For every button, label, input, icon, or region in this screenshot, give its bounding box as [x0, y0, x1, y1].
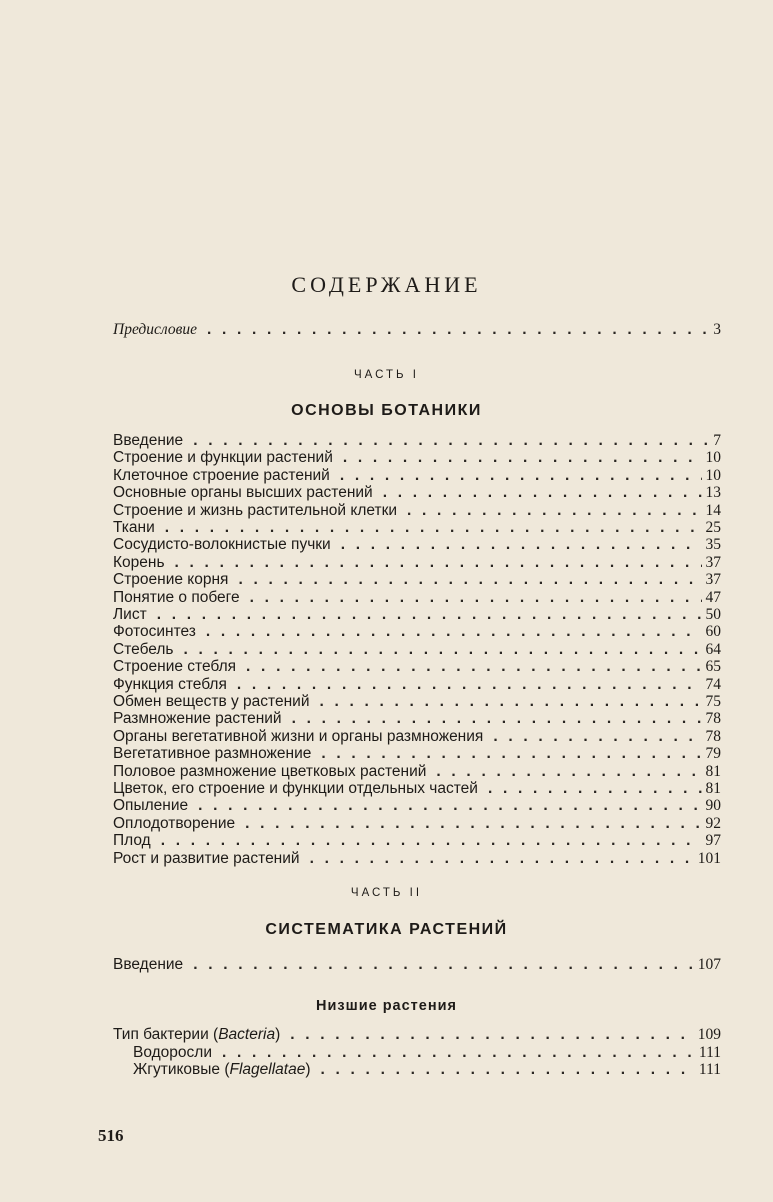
- toc-entry-page: 13: [705, 484, 721, 502]
- dot-leader: [383, 484, 702, 502]
- toc-entry-title: Тип бактерии (: [113, 1026, 219, 1043]
- dot-leader: [340, 467, 702, 485]
- toc-entry[interactable]: [113, 623, 721, 641]
- dot-leader: [206, 623, 702, 641]
- dot-leader: [321, 745, 701, 763]
- dot-leader: [193, 432, 709, 450]
- toc-entry[interactable]: [113, 832, 721, 850]
- toc-entry-page: 64: [705, 640, 721, 658]
- toc-entry-label: [133, 1044, 212, 1062]
- toc-entry-label: [113, 780, 478, 798]
- dot-leader: [319, 693, 701, 711]
- toc-entry-page: 101: [697, 849, 721, 867]
- toc-entry[interactable]: [113, 641, 721, 659]
- toc-entry-title: Оплодотворение: [113, 814, 236, 832]
- toc-entry-title: Обмен веществ у растений: [113, 693, 310, 710]
- toc-entry-label: [113, 536, 331, 554]
- dot-leader: [184, 641, 702, 659]
- toc-entry-title: Функция стебля: [113, 675, 227, 693]
- toc-entry-page: 107: [697, 956, 721, 973]
- toc-entry-label: [113, 745, 311, 763]
- dot-leader: [237, 676, 702, 694]
- toc-entry-page: 10: [705, 466, 721, 484]
- toc-entry[interactable]: [113, 1026, 721, 1044]
- dot-leader: [488, 780, 702, 798]
- dot-leader: [245, 815, 701, 833]
- toc-entry-page: 74: [705, 675, 721, 693]
- toc-entry[interactable]: [113, 449, 721, 467]
- toc-entry-page: 81: [705, 762, 721, 780]
- dot-leader: [161, 832, 702, 850]
- dot-leader: [341, 536, 702, 554]
- toc-entry-label: Предисловие: [113, 321, 197, 338]
- part-2-label: ЧАСТЬ II: [350, 887, 423, 899]
- toc-entry-title: Введение: [113, 432, 184, 449]
- toc-entry[interactable]: [133, 1061, 721, 1079]
- toc-entry-label: [113, 449, 333, 467]
- toc-entry[interactable]: [113, 467, 721, 485]
- dot-leader: [321, 1061, 695, 1079]
- dot-leader: [157, 606, 702, 624]
- toc-entry-page: 37: [705, 553, 721, 571]
- toc-entry[interactable]: [113, 519, 721, 537]
- toc-entry[interactable]: [113, 554, 721, 572]
- toc-entry[interactable]: [113, 502, 721, 520]
- toc-entry-page: 111: [698, 1043, 721, 1061]
- toc-entry-label: [113, 467, 330, 485]
- toc-entry[interactable]: [113, 658, 721, 676]
- toc-entry-label: [113, 832, 151, 850]
- toc-entry[interactable]: [113, 432, 721, 450]
- toc-entry[interactable]: [113, 745, 721, 763]
- dot-leader: [193, 956, 694, 974]
- toc-entry-page: 47: [705, 588, 721, 606]
- toc-entry-label: [113, 658, 236, 676]
- toc-entry-label: [113, 676, 227, 694]
- toc-entry-page: 92: [705, 814, 721, 832]
- dot-leader: [165, 519, 702, 537]
- toc-entry-page: 60: [705, 623, 721, 641]
- toc-entry-title: Понятие о побеге: [113, 588, 240, 606]
- latin-name: Flagellatae: [229, 1061, 306, 1078]
- part-1-label: ЧАСТЬ I: [354, 369, 419, 381]
- toc-entry-label: [113, 641, 174, 659]
- toc-entry-title: Сосудисто-волокнистые пучки: [113, 536, 331, 554]
- toc-entry-page: 7: [713, 432, 721, 449]
- toc-entry-page: 3: [713, 321, 721, 338]
- latin-name: Bacteria: [218, 1026, 276, 1043]
- toc-entry-label: [113, 763, 426, 781]
- toc-entry-label: [113, 502, 397, 520]
- dot-leader: [246, 658, 701, 676]
- toc-entry-page: 50: [705, 606, 721, 623]
- toc-entry-page: 97: [705, 832, 721, 850]
- toc-entry-title: Жгутиковые (: [133, 1061, 230, 1078]
- toc-entry-page: 111: [698, 1061, 721, 1078]
- closing-paren: ): [305, 1061, 311, 1078]
- toc-entry-title: Лист: [113, 606, 147, 623]
- toc-entry-label: [113, 519, 155, 537]
- toc-entry-label: [113, 728, 483, 746]
- dot-leader: [436, 763, 701, 781]
- part-2-title: СИСТЕМАТИКА РАСТЕНИЙ: [265, 921, 508, 938]
- toc-entry-title: Строение и функции растений: [113, 449, 333, 467]
- toc-entry[interactable]: [113, 763, 721, 781]
- toc-entry-title: Вегетативное размножение: [113, 745, 312, 763]
- toc-entry[interactable]: [113, 780, 721, 798]
- dot-leader: [292, 710, 702, 728]
- toc-entry-title: Строение и жизнь растительной клетки: [113, 501, 398, 519]
- toc-entry[interactable]: [113, 589, 721, 607]
- dot-leader: [310, 850, 694, 868]
- closing-paren: ): [275, 1026, 281, 1043]
- toc-entry-title: Цветок, его строение и функции отдельных частей: [113, 780, 478, 797]
- toc-entry-title: Фотосинтез: [113, 623, 196, 641]
- toc-entry-label: [113, 1026, 280, 1044]
- toc-entry-page: 37: [705, 571, 721, 589]
- toc-entry-title: Основные органы высших растений: [113, 484, 373, 502]
- dot-leader: [238, 571, 701, 589]
- toc-entry-page: 79: [705, 745, 721, 763]
- toc-entry[interactable]: [113, 850, 721, 868]
- toc-entry-title: Корень: [113, 553, 165, 571]
- toc-entry-page: 75: [705, 693, 721, 710]
- toc-entry-title: Рост и развитие растений: [113, 849, 300, 867]
- toc-entry-title: Клеточное строение растений: [113, 466, 330, 484]
- toc-entry-label: [113, 554, 165, 572]
- toc-entry-label: [113, 797, 188, 815]
- subsection-title: Низшие растения: [316, 998, 457, 1014]
- toc-entry[interactable]: [113, 484, 721, 502]
- dot-leader: [250, 589, 702, 607]
- toc-entry[interactable]: [133, 1044, 721, 1062]
- part-1-title: ОСНОВЫ БОТАНИКИ: [291, 402, 482, 419]
- toc-entry-label: [133, 1061, 311, 1079]
- toc-entry-title: Органы вегетативной жизни и органы размножения: [113, 727, 484, 745]
- toc-entry[interactable]: [113, 571, 721, 589]
- toc-entry[interactable]: [113, 606, 721, 624]
- toc-entry-title: Стебель: [113, 640, 174, 658]
- dot-leader: [290, 1026, 694, 1044]
- toc-entry-page: 78: [705, 727, 721, 745]
- toc-entry-title: Половое размножение цветковых растений: [113, 762, 427, 780]
- toc-entry-page: 78: [705, 710, 721, 728]
- toc-entry-title: Строение корня: [113, 571, 229, 589]
- toc-entry-label: [113, 710, 282, 728]
- toc-entry[interactable]: [113, 693, 721, 711]
- toc-entry-label: [113, 815, 235, 833]
- dot-leader: [343, 449, 702, 467]
- toc-entry-page: 109: [697, 1026, 721, 1043]
- dot-leader: [207, 321, 709, 339]
- toc-entry-label: [113, 484, 373, 502]
- toc-entry[interactable]: [113, 728, 721, 746]
- toc-entry-title: Строение стебля: [113, 658, 237, 676]
- toc-entry[interactable]: [113, 676, 721, 694]
- page-number: 516: [98, 1126, 124, 1145]
- toc-entry-title: Размножение растений: [113, 710, 282, 728]
- dot-leader: [222, 1044, 695, 1062]
- dot-leader: [407, 502, 701, 520]
- toc-entry-page: 90: [705, 797, 721, 815]
- toc-entry-label: [113, 623, 196, 641]
- toc-entry[interactable]: [113, 536, 721, 554]
- toc-entry[interactable]: [113, 797, 721, 815]
- toc-entry-preface[interactable]: [113, 321, 721, 339]
- toc-entry-label: [113, 850, 300, 868]
- toc-entry-label: [113, 606, 147, 624]
- toc-entry-page: 35: [705, 536, 721, 554]
- dot-leader: [198, 797, 701, 815]
- toc-entry-label: [113, 589, 240, 607]
- toc-entry-page: 65: [705, 658, 721, 676]
- toc-entry-part-2-intro[interactable]: [113, 956, 721, 974]
- toc-entry-title: Опыление: [113, 797, 189, 815]
- toc-entry-page: 14: [705, 501, 721, 519]
- dot-leader: [175, 554, 702, 572]
- toc-entry-label: Введение: [113, 956, 184, 973]
- toc-entry-page: 81: [705, 780, 721, 797]
- toc-entry-page: 25: [705, 519, 721, 536]
- dot-leader: [493, 728, 701, 746]
- toc-entry[interactable]: [113, 815, 721, 833]
- page-title: СОДЕРЖАНИЕ: [291, 272, 482, 297]
- toc-entry-label: [113, 693, 309, 711]
- toc-entry-title: Водоросли: [133, 1043, 212, 1061]
- toc-entry-label: [113, 571, 228, 589]
- toc-entry[interactable]: [113, 710, 721, 728]
- toc-entry-title: Ткани: [113, 519, 155, 536]
- toc-entry-page: 10: [705, 449, 721, 467]
- toc-entry-title: Плод: [113, 832, 151, 850]
- toc-entry-label: [113, 432, 183, 450]
